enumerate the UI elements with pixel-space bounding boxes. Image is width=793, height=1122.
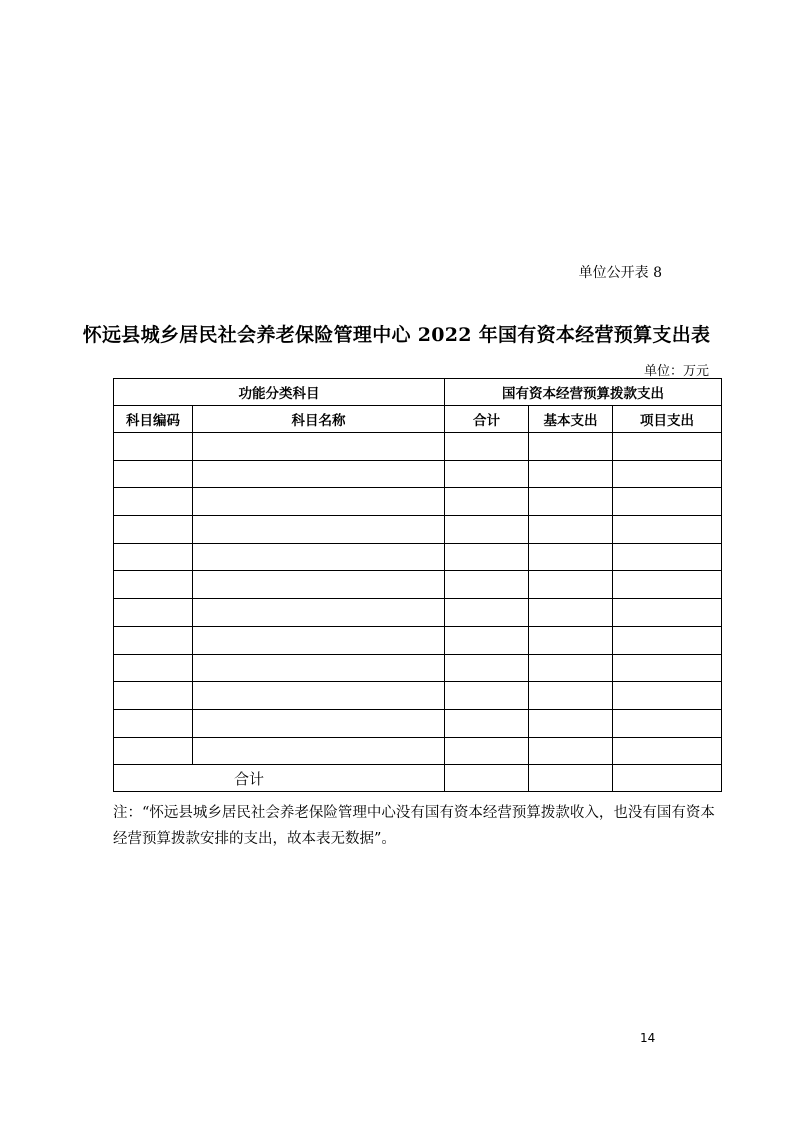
- page-number: 14: [640, 1031, 656, 1045]
- code-cell: [114, 460, 193, 488]
- table-row: [114, 460, 722, 488]
- basic-cell: [529, 599, 613, 627]
- footnote: 注：“怀远县城乡居民社会养老保险管理中心没有国有资本经营预算拨款收入，也没有国有资本经营预算拨款安排的支出，故本表无数据”。: [113, 805, 715, 847]
- basic-cell: [529, 626, 613, 654]
- basic-cell: [529, 737, 613, 765]
- basic-cell: [529, 460, 613, 488]
- code-cell: [114, 516, 193, 544]
- total-cell: [445, 654, 529, 682]
- total-cell: [445, 433, 529, 461]
- total-basic-cell: [529, 765, 613, 792]
- name-cell: [193, 709, 445, 737]
- budget-table: [113, 378, 722, 792]
- table-row: [114, 571, 722, 599]
- name-cell: [193, 626, 445, 654]
- table-body: [114, 433, 722, 792]
- code-cell: [114, 737, 193, 765]
- total-cell: [445, 709, 529, 737]
- project-cell: [613, 654, 722, 682]
- group-header-row: [114, 379, 722, 406]
- page-title: 怀远县城乡居民社会养老保险管理中心 2022 年国有资本经营预算支出表: [82, 324, 711, 346]
- name-cell: [193, 488, 445, 516]
- name-cell: [193, 460, 445, 488]
- table-row: [114, 709, 722, 737]
- total-cell: [445, 737, 529, 765]
- total-cell: [445, 599, 529, 627]
- total-cell: [445, 488, 529, 516]
- table-row: [114, 626, 722, 654]
- table-row: [114, 516, 722, 544]
- table-row: [114, 433, 722, 461]
- table-row: [114, 599, 722, 627]
- code-cell: [114, 626, 193, 654]
- name-cell: [193, 543, 445, 571]
- code-cell: [114, 571, 193, 599]
- unit-label: 单位：万元: [643, 364, 709, 379]
- project-cell: [613, 571, 722, 599]
- project-cell: [613, 682, 722, 710]
- column-header-project: 项目支出: [613, 406, 722, 433]
- basic-cell: [529, 571, 613, 599]
- total-cell: [445, 460, 529, 488]
- code-cell: [114, 433, 193, 461]
- total-cell: [445, 543, 529, 571]
- column-header-name: 科目名称: [193, 406, 445, 433]
- table-row: [114, 543, 722, 571]
- project-cell: [613, 488, 722, 516]
- total-project-cell: [613, 765, 722, 792]
- total-cell: [445, 682, 529, 710]
- name-cell: [193, 516, 445, 544]
- column-header-row: [114, 406, 722, 433]
- project-cell: [613, 543, 722, 571]
- project-cell: [613, 433, 722, 461]
- total-row: [114, 765, 722, 792]
- basic-cell: [529, 682, 613, 710]
- name-cell: [193, 737, 445, 765]
- total-cell: [445, 626, 529, 654]
- column-header-code: 科目编码: [114, 406, 193, 433]
- name-cell: [193, 433, 445, 461]
- basic-cell: [529, 433, 613, 461]
- code-cell: [114, 599, 193, 627]
- table-row: [114, 682, 722, 710]
- total-label: 合计: [114, 765, 445, 792]
- project-cell: [613, 626, 722, 654]
- column-header-basic: 基本支出: [529, 406, 613, 433]
- total-cell: [445, 571, 529, 599]
- table-row: [114, 654, 722, 682]
- total-cell: [445, 765, 529, 792]
- basic-cell: [529, 543, 613, 571]
- group-header-functional-category: 功能分类科目: [114, 379, 445, 406]
- code-cell: [114, 682, 193, 710]
- name-cell: [193, 599, 445, 627]
- table-row: [114, 488, 722, 516]
- name-cell: [193, 682, 445, 710]
- table-row: [114, 737, 722, 765]
- basic-cell: [529, 654, 613, 682]
- code-cell: [114, 543, 193, 571]
- code-cell: [114, 709, 193, 737]
- group-header-state-capital-expenditure: 国有资本经营预算拨款支出: [445, 379, 722, 406]
- project-cell: [613, 599, 722, 627]
- code-cell: [114, 654, 193, 682]
- basic-cell: [529, 516, 613, 544]
- basic-cell: [529, 488, 613, 516]
- code-cell: [114, 488, 193, 516]
- column-header-total: 合计: [445, 406, 529, 433]
- name-cell: [193, 654, 445, 682]
- total-cell: [445, 516, 529, 544]
- project-cell: [613, 460, 722, 488]
- table-tag: 单位公开表 8: [578, 265, 662, 281]
- project-cell: [613, 737, 722, 765]
- basic-cell: [529, 709, 613, 737]
- project-cell: [613, 516, 722, 544]
- name-cell: [193, 571, 445, 599]
- project-cell: [613, 709, 722, 737]
